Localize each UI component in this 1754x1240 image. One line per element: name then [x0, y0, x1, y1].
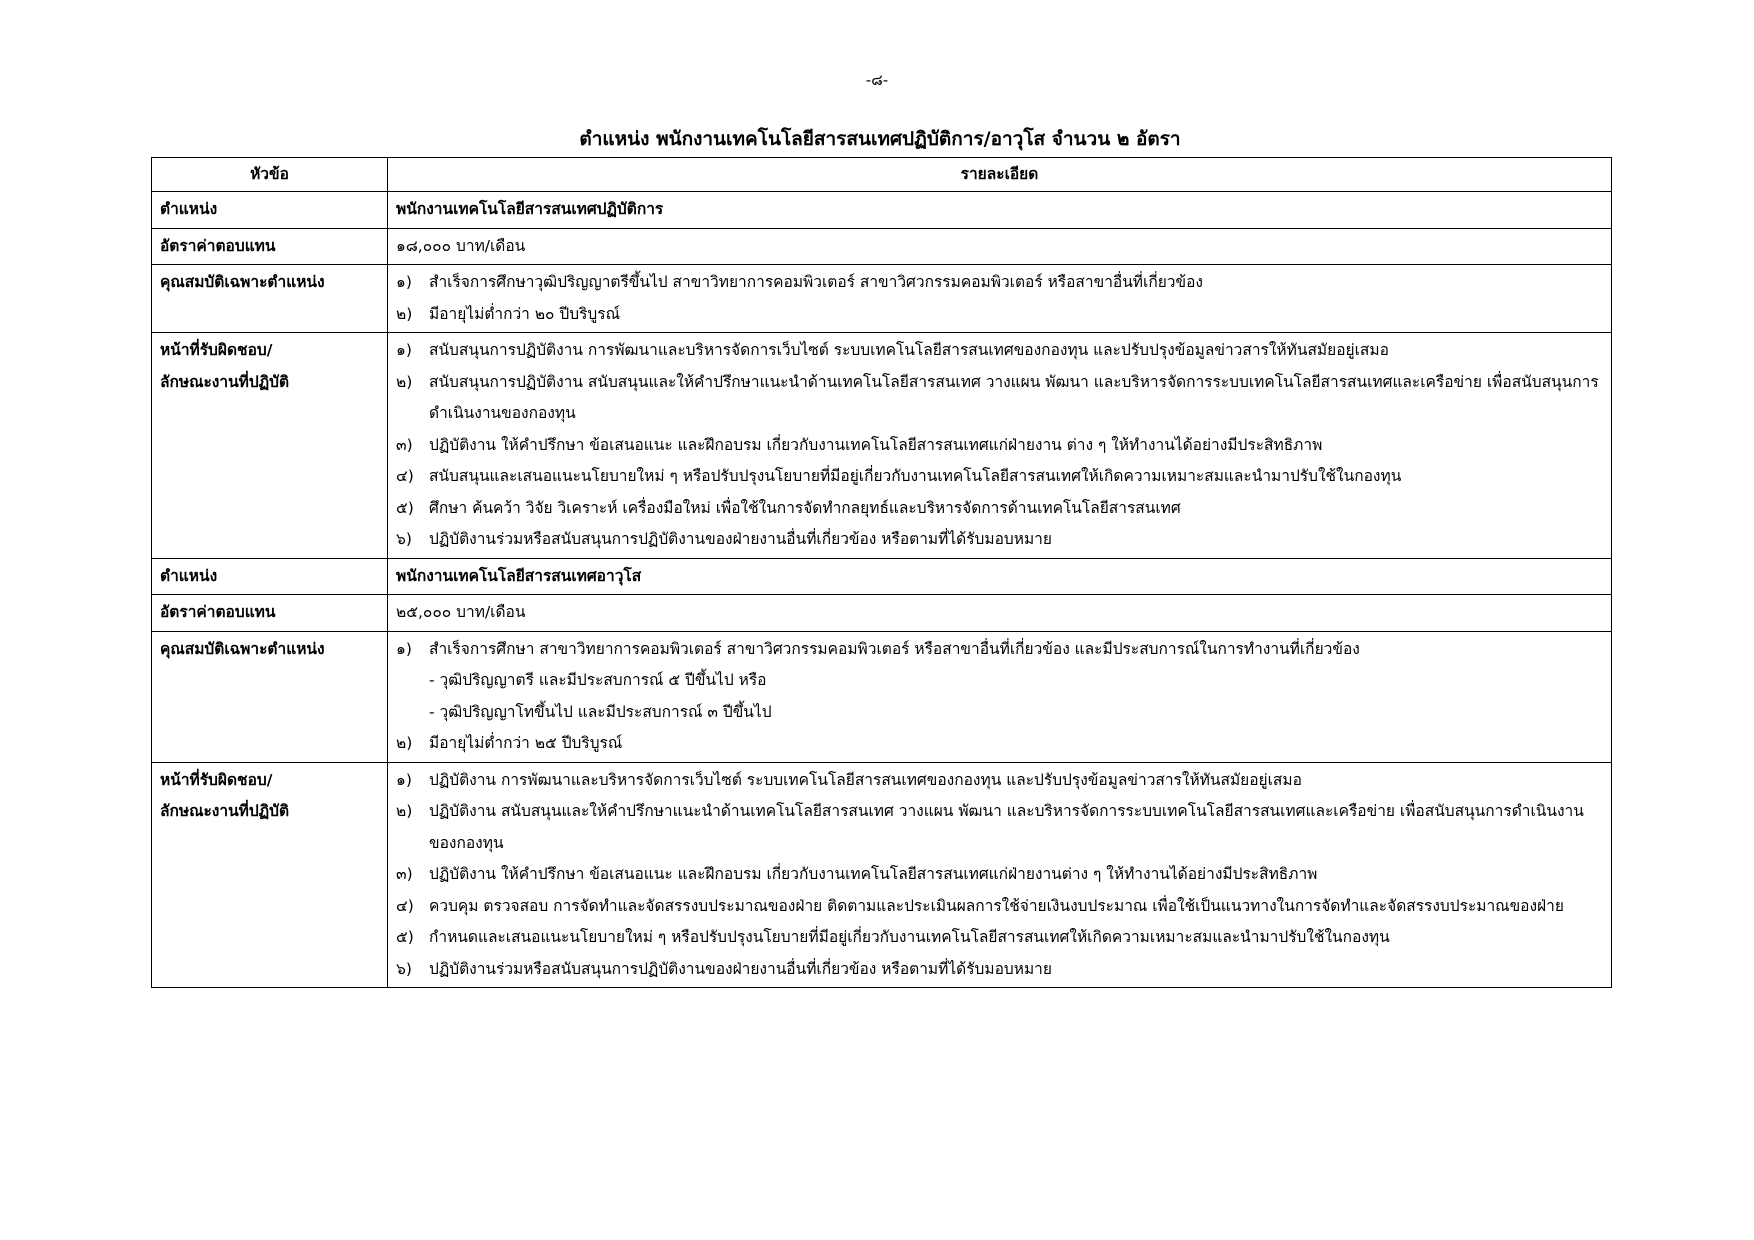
list-item [396, 728, 1603, 760]
duty-label [152, 762, 388, 988]
list-item [396, 634, 1603, 666]
list-item [396, 493, 1603, 525]
salary-value: ๑๘,๐๐๐ บาท/เดือน [388, 228, 1612, 265]
list-item [396, 524, 1603, 556]
list-item-number: ๕) [396, 928, 414, 946]
list-item-text: สนับสนุนและเสนอแนะนโยบายใหม่ ๆ หรือปรับปรุงนโยบายที่มีอยู่เกี่ยวกับงานเทคโนโลยีสารสนเทศให้เกิดความเหมาะสมและนำมาปรับใช้ในกองทุน [429, 467, 1402, 485]
list-item [396, 891, 1603, 923]
qualification-label: คุณสมบัติเฉพาะตำแหน่ง [152, 631, 388, 762]
table-row [152, 265, 1612, 333]
list-item-number: ๓) [396, 435, 413, 454]
list-item-text: สำเร็จการศึกษา สาขาวิทยาการคอมพิวเตอร์ สาขาวิศวกรรมคอมพิวเตอร์ หรือสาขาอื่นที่เกี่ยวข้อง และมีประสบการณ์ในการทำงานที่เกี่ยวข้อง [429, 639, 1360, 658]
list-item-text: ปฏิบัติงาน สนับสนุนและให้คำปรึกษาแนะนำด้านเทคโนโลยีสารสนเทศ วางแผน พัฒนา และบริหารจัดการระบบเทคโนโลยีสารสนเทศและเครือข่าย เพื่อสนับสนุนการดำเนินงานของกองทุน [429, 802, 1584, 852]
list-item-text: มีอายุไม่ต่ำกว่า ๒๐ ปีบริบูรณ์ [429, 304, 620, 323]
list-item [396, 299, 1603, 331]
list-item-text: สนับสนุนการปฏิบัติงาน สนับสนุนและให้คำปรึกษาแนะนำด้านเทคโนโลยีสารสนเทศ วางแผน พัฒนา และบริหารจัดการระบบเทคโนโลยีสารสนเทศและเครือข่าย เพื่อสนับสนุนการดำเนินงานของกองทุน [429, 372, 1599, 422]
table-row [152, 762, 1612, 988]
table-row [152, 333, 1612, 559]
list-item-text: สนับสนุนการปฏิบัติงาน การพัฒนาและบริหารจัดการเว็บไซต์ ระบบเทคโนโลยีสารสนเทศของกองทุน และปรับปรุงข้อมูลข่าวสารให้ทันสมัยอยู่เสมอ [429, 341, 1389, 359]
qualification-list [388, 265, 1612, 333]
qualification-list [388, 631, 1612, 762]
list-item [396, 461, 1603, 493]
page-number: -๘- [865, 71, 889, 89]
duty-list [388, 333, 1612, 559]
list-item-number: ๒) [396, 802, 413, 820]
position-label: ตำแหน่ง [152, 192, 388, 229]
list-item-text: ปฏิบัติงาน ให้คำปรึกษา ข้อเสนอแนะ และฝึกอบรม เกี่ยวกับงานเทคโนโลยีสารสนเทศแก่ฝ่ายงาน ต่าง ๆ ให้ทำงานได้อย่างมีประสิทธิภาพ [429, 435, 1323, 454]
list-item [396, 796, 1603, 859]
duty-list [388, 762, 1612, 988]
list-item-number: ๕) [396, 498, 414, 517]
position-label: ตำแหน่ง [152, 558, 388, 595]
list-item [396, 430, 1603, 462]
table-row [152, 631, 1612, 762]
list-item-number: ๖) [396, 959, 412, 978]
duty-label-line-2: ลักษณะงานที่ปฏิบัติ [160, 372, 290, 391]
table-row [152, 228, 1612, 265]
list-item-number: ๓) [396, 865, 413, 883]
list-item-text: มีอายุไม่ต่ำกว่า ๒๕ ปีบริบูรณ์ [429, 734, 623, 752]
salary-label: อัตราค่าตอบแทน [152, 228, 388, 265]
header-topic: หัวข้อ [152, 158, 388, 192]
list-item-text: ปฏิบัติงาน การพัฒนาและบริหารจัดการเว็บไซต์ ระบบเทคโนโลยีสารสนเทศของกองทุน และปรับปรุงข้อมูลข่าวสารให้ทันสมัยอยู่เสมอ [429, 770, 1302, 789]
list-item-text: ปฏิบัติงาน ให้คำปรึกษา ข้อเสนอแนะ และฝึกอบรม เกี่ยวกับงานเทคโนโลยีสารสนเทศแก่ฝ่ายงานต่าง ๆ ให้ทำงานได้อย่างมีประสิทธิภาพ [429, 865, 1318, 883]
table-row [152, 558, 1612, 595]
duty-label-line-1: หน้าที่รับผิดชอบ/ [160, 770, 273, 789]
list-item [396, 267, 1603, 299]
job-spec-table [151, 157, 1612, 988]
list-item-number: ๑) [396, 770, 412, 789]
list-item-text: ศึกษา ค้นคว้า วิจัย วิเคราะห์ เครื่องมือใหม่ เพื่อใช้ในการจัดทำกลยุทธ์และบริหารจัดการด้านเทคโนโลยีสารสนเทศ [429, 498, 1181, 517]
list-item-text: กำหนดและเสนอแนะนโยบายใหม่ ๆ หรือปรับปรุงนโยบายที่มีอยู่เกี่ยวกับงานเทคโนโลยีสารสนเทศให้เกิดความเหมาะสมและนำมาปรับใช้ในกองทุน [429, 928, 1390, 946]
list-item-number: ๔) [396, 467, 414, 485]
list-item [396, 922, 1603, 954]
document-title: ตำแหน่ง พนักงานเทคโนโลยีสารสนเทศปฏิบัติการ/อาวุโส จำนวน ๒ อัตรา [579, 128, 1181, 150]
sub-item: - วุฒิปริญญาตรี และมีประสบการณ์ ๕ ปีขึ้นไป หรือ [429, 671, 767, 689]
list-item-number: ๔) [396, 896, 414, 915]
duty-label-line-1: หน้าที่รับผิดชอบ/ [160, 341, 273, 359]
list-item-text: ปฏิบัติงานร่วมหรือสนับสนุนการปฏิบัติงานของฝ่ายงานอื่นที่เกี่ยวข้อง หรือตามที่ได้รับมอบหมาย [429, 530, 1052, 548]
list-item-number: ๒) [396, 734, 413, 752]
table-row [152, 192, 1612, 229]
list-item [396, 859, 1603, 891]
list-item [396, 765, 1603, 797]
list-item-text: ปฏิบัติงานร่วมหรือสนับสนุนการปฏิบัติงานของฝ่ายงานอื่นที่เกี่ยวข้อง หรือตามที่ได้รับมอบหมาย [429, 959, 1052, 978]
position-value: พนักงานเทคโนโลยีสารสนเทศปฏิบัติการ [388, 192, 1612, 229]
list-item-number: ๑) [396, 341, 412, 359]
list-item [396, 954, 1603, 986]
salary-label: อัตราค่าตอบแทน [152, 595, 388, 632]
list-item-number: ๒) [396, 372, 413, 391]
table-header-row [152, 158, 1612, 192]
list-item-number: ๑) [396, 273, 412, 291]
sub-item: - วุฒิปริญญาโทขึ้นไป และมีประสบการณ์ ๓ ปีขึ้นไป [429, 702, 772, 721]
duty-label-line-2: ลักษณะงานที่ปฏิบัติ [160, 802, 290, 820]
header-detail: รายละเอียด [388, 158, 1612, 192]
list-item [396, 367, 1603, 430]
list-item-text: สำเร็จการศึกษาวุฒิปริญญาตรีขึ้นไป สาขาวิทยาการคอมพิวเตอร์ สาขาวิศวกรรมคอมพิวเตอร์ หรือสาขาอื่นที่เกี่ยวข้อง [429, 273, 1203, 291]
salary-value: ๒๕,๐๐๐ บาท/เดือน [388, 595, 1612, 632]
qualification-label: คุณสมบัติเฉพาะตำแหน่ง [152, 265, 388, 333]
duty-label [152, 333, 388, 559]
table-row [152, 595, 1612, 632]
list-item-number: ๖) [396, 530, 412, 548]
list-item [396, 335, 1603, 367]
list-item-number: ๒) [396, 304, 413, 323]
list-item-text: ควบคุม ตรวจสอบ การจัดทำและจัดสรรงบประมาณของฝ่าย ติดตามและประเมินผลการใช้จ่ายเงินงบประมาณ เพื่อใช้เป็นแนวทางในการจัดทำและจัดสรรงบประมาณของฝ่าย [429, 896, 1564, 915]
position-value: พนักงานเทคโนโลยีสารสนเทศอาวุโส [388, 558, 1612, 595]
list-item-number: ๑) [396, 639, 412, 658]
